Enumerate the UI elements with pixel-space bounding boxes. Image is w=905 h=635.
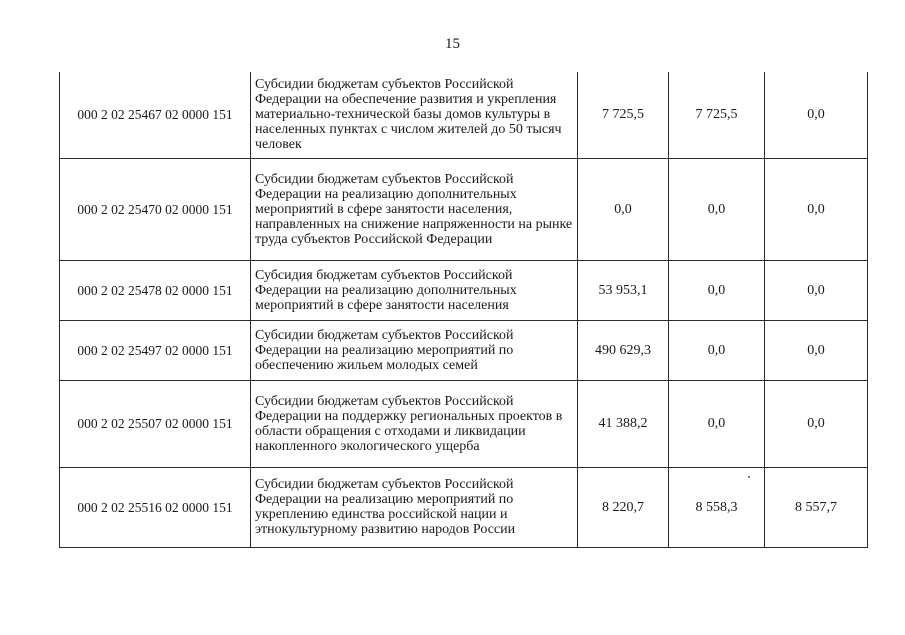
table-row bbox=[60, 260, 868, 320]
table-row bbox=[60, 380, 868, 467]
amount-cell-1: 41 388,2 bbox=[578, 380, 669, 467]
amount-cell-3: 0,0 bbox=[765, 260, 868, 320]
amount-cell-2: 0,0 bbox=[669, 320, 765, 380]
amount-cell-1: 0,0 bbox=[578, 158, 669, 260]
amount-cell-2: 0,0 bbox=[669, 158, 765, 260]
budget-table bbox=[59, 72, 868, 548]
amount-cell-3: 0,0 bbox=[765, 158, 868, 260]
amount-cell-3: 0,0 bbox=[765, 380, 868, 467]
budget-code-cell: 000 2 02 25507 02 0000 151 bbox=[60, 380, 251, 467]
amount-cell-1: 53 953,1 bbox=[578, 260, 669, 320]
amount-cell-2: 7 725,5 bbox=[669, 72, 765, 158]
amount-cell-1: 8 220,7 bbox=[578, 467, 669, 547]
amount-cell-1: 490 629,3 bbox=[578, 320, 669, 380]
description-cell: Субсидии бюджетам субъектов Российской Федерации на реализацию мероприятий по укреплению единства российской нации и этнокультурному развитию народов России bbox=[251, 467, 578, 547]
description-cell: Субсидии бюджетам субъектов Российской Федерации на обеспечение развития и укрепления материально-технической базы домов культуры в населенных пунктах с числом жителей до 50 тысяч человек bbox=[251, 72, 578, 158]
amount-cell-3: 0,0 bbox=[765, 320, 868, 380]
budget-code-cell: 000 2 02 25516 02 0000 151 bbox=[60, 467, 251, 547]
description-cell: Субсидии бюджетам субъектов Российской Федерации на поддержку региональных проектов в области обращения с отходами и ликвидации накопленного экологического ущерба bbox=[251, 380, 578, 467]
description-cell: Субсидии бюджетам субъектов Российской Федерации на реализацию дополнительных мероприятий в сфере занятости населения, направленных на снижение напряженности на рынке труда субъектов Российской Федерации bbox=[251, 158, 578, 260]
page-number: 15 bbox=[445, 36, 460, 52]
description-cell: Субсидии бюджетам субъектов Российской Федерации на реализацию мероприятий по обеспечению жильем молодых семей bbox=[251, 320, 578, 380]
budget-code-cell: 000 2 02 25467 02 0000 151 bbox=[60, 72, 251, 158]
budget-code-cell: 000 2 02 25478 02 0000 151 bbox=[60, 260, 251, 320]
scan-speck bbox=[748, 476, 750, 478]
amount-cell-3: 0,0 bbox=[765, 72, 868, 158]
table-row bbox=[60, 72, 868, 158]
table-row bbox=[60, 158, 868, 260]
amount-cell-1: 7 725,5 bbox=[578, 72, 669, 158]
amount-cell-2: 0,0 bbox=[669, 380, 765, 467]
description-cell: Субсидия бюджетам субъектов Российской Федерации на реализацию дополнительных мероприятий в сфере занятости населения bbox=[251, 260, 578, 320]
table-row bbox=[60, 467, 868, 547]
amount-cell-2: 0,0 bbox=[669, 260, 765, 320]
budget-code-cell: 000 2 02 25497 02 0000 151 bbox=[60, 320, 251, 380]
amount-cell-3: 8 557,7 bbox=[765, 467, 868, 547]
amount-cell-2: 8 558,3 bbox=[669, 467, 765, 547]
budget-code-cell: 000 2 02 25470 02 0000 151 bbox=[60, 158, 251, 260]
table-row bbox=[60, 320, 868, 380]
